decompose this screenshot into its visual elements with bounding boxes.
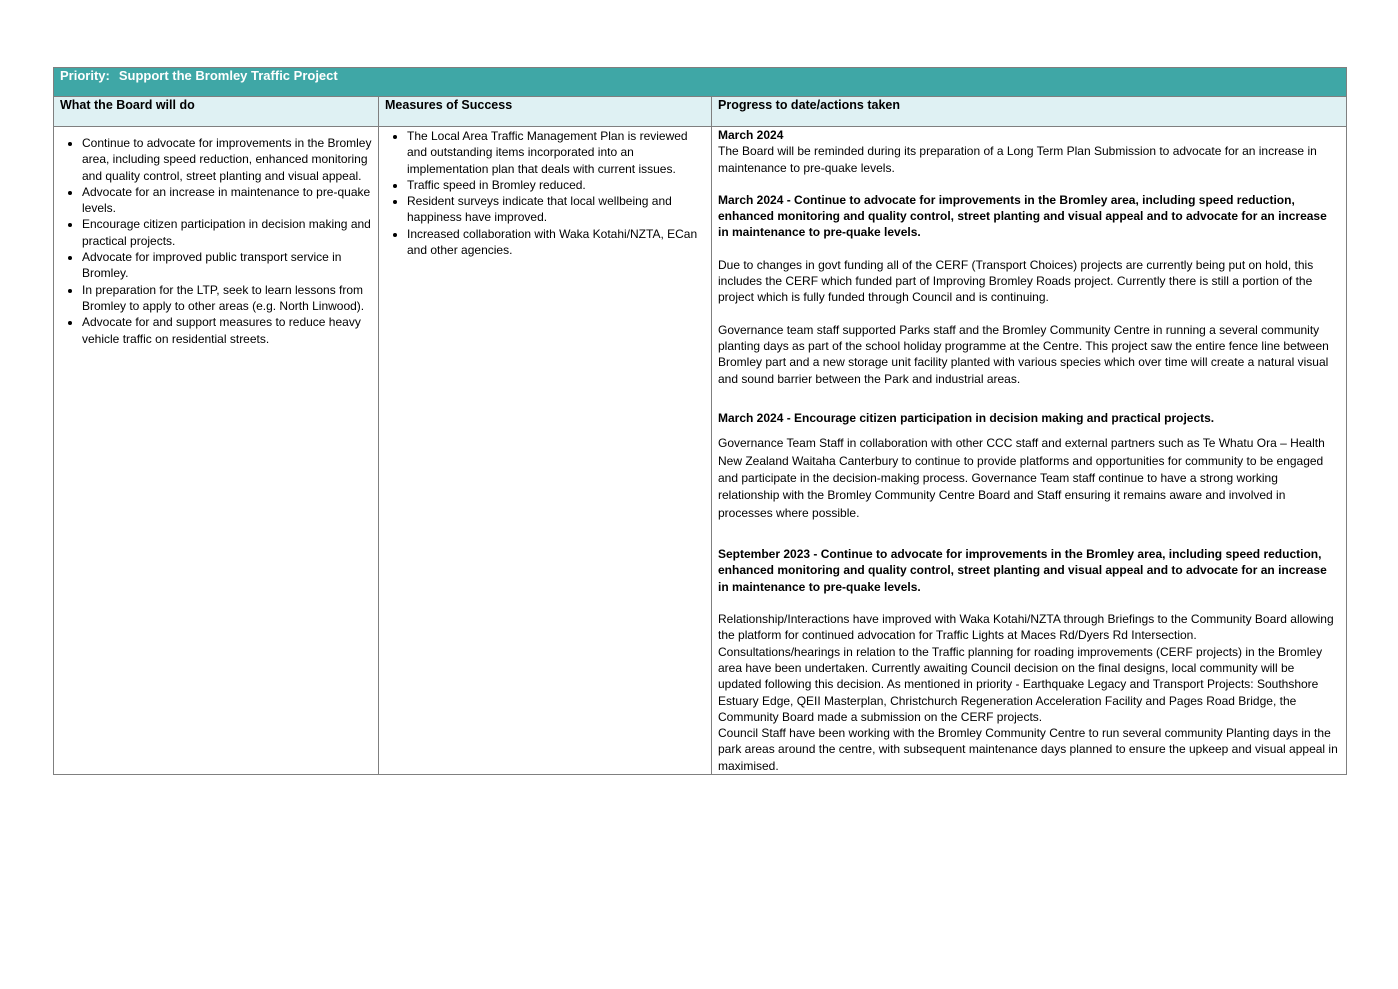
list-item: • Advocate for an increase in maintenance to pre-quake levels. — [82, 184, 372, 217]
list-item: • Resident surveys indicate that local wellbeing and happiness have improved. — [407, 193, 705, 226]
progress-heading-advocate-march-2024: March 2024 - Continue to advocate for improvements in the Bromley area, including speed reduction, enhanced monitoring and quality control, street planting and visual appeal and to advocate for an increase in maintenance to pre-quake levels. — [718, 192, 1327, 240]
list-item: • The Local Area Traffic Management Plan is reviewed and outstanding items incorporated into an implementation plan that deals with current issues. — [407, 128, 705, 177]
measures-cell — [379, 127, 712, 775]
list-item: • Continue to advocate for improvements in the Bromley area, including speed reduction, enhanced monitoring and quality control, street planting and visual appeal. — [82, 135, 372, 184]
list-item: • Traffic speed in Bromley reduced. — [407, 177, 705, 193]
list-item: • Advocate for improved public transport service in Bromley. — [82, 249, 372, 282]
document-page — [53, 67, 1346, 775]
progress-paragraph: The Board will be reminded during its preparation of a Long Term Plan Submission to advocate for an increase in maintenance to pre-quake levels. — [718, 144, 1317, 175]
progress-paragraph: Governance Team Staff in collaboration with other CCC staff and external partners such as Te Whatu Ora – Health New Zealand Waitaha Canterbury to continue to provide platforms and opportunities for community to be engaged and participate in the decision-making process. Governance Team staff continue to have a strong working relationship with the Bromley Community Centre Board and Staff ensuring it remains aware and involved in processes where possible. — [718, 436, 1325, 520]
priority-label: Priority: — [60, 68, 110, 83]
list-item: • In preparation for the LTP, seek to learn lessons from Bromley to apply to other areas (e.g. North Linwood). — [82, 282, 372, 315]
progress-heading-citizen-participation: March 2024 - Encourage citizen participation in decision making and practical projects. — [718, 410, 1215, 425]
priority-table — [53, 67, 1347, 775]
measures-list — [385, 128, 705, 258]
board-will-do-list — [60, 135, 372, 347]
column-header-row — [54, 97, 1347, 127]
progress-paragraph: Governance team staff supported Parks staff and the Bromley Community Centre in running a several community planting days as part of the school holiday programme at the Centre. This project saw the entire fence line between Bromley part and a new storage unit facility planted with various species which over time will create a natural visual and sound barrier between the Park and industrial areas. — [718, 322, 1329, 386]
content-row — [54, 127, 1347, 775]
progress-heading-march-2024: March 2024 — [718, 128, 784, 142]
progress-paragraph: Due to changes in govt funding all of the CERF (Transport Choices) projects are currently being put on hold, this includes the CERF which funded part of Improving Bromley Roads project. Currently there is still a portion of the project which is fully funded through Council and is continuing. — [718, 257, 1314, 305]
list-item: • Increased collaboration with Waka Kotahi/NZTA, ECan and other agencies. — [407, 226, 705, 259]
list-item: • Encourage citizen participation in decision making and practical projects. — [82, 216, 372, 249]
priority-title-row — [54, 68, 1347, 97]
column-header-board-will-do: What the Board will do — [54, 97, 379, 127]
column-header-progress: Progress to date/actions taken — [712, 97, 1347, 127]
progress-paragraph: Consultations/hearings in relation to the Traffic planning for roading improvements (CERF projects) in the Bromley area have been undertaken. Currently awaiting Council decision on the final designs, local community will be updated following this decision. As mentioned in priority - Earthquake Legacy and Transport Projects: Southshore Estuary Edge, QEII Masterplan, Christchurch Regeneration Acceleration Facility and Pages Road Bridge, the Community Board made a submission on the CERF projects. — [718, 644, 1323, 724]
progress-paragraph: Council Staff have been working with the Bromley Community Centre to run several community Planting days in the park areas around the centre, with subsequent maintenance days planned to ensure the upkeep and visual appeal in maximised. — [718, 726, 1338, 773]
column-header-measures: Measures of Success — [379, 97, 712, 127]
progress-heading-september-2023: September 2023 - Continue to advocate for improvements in the Bromley area, including speed reduction, enhanced monitoring and quality control, street planting and visual appeal and to advocate for an increase in maintenance to pre-quake levels. — [718, 547, 1327, 594]
progress-paragraph: Relationship/Interactions have improved with Waka Kotahi/NZTA through Briefings to the Community Board allowing the platform for continued advocation for Traffic Lights at Maces Rd/Dyers Rd Intersection. — [718, 612, 1334, 643]
list-item: • Advocate for and support measures to reduce heavy vehicle traffic on residential streets. — [82, 314, 372, 347]
board-will-do-cell — [54, 127, 379, 775]
priority-title — [54, 68, 1347, 97]
progress-cell — [712, 127, 1347, 775]
priority-name: Support the Bromley Traffic Project — [118, 68, 338, 83]
